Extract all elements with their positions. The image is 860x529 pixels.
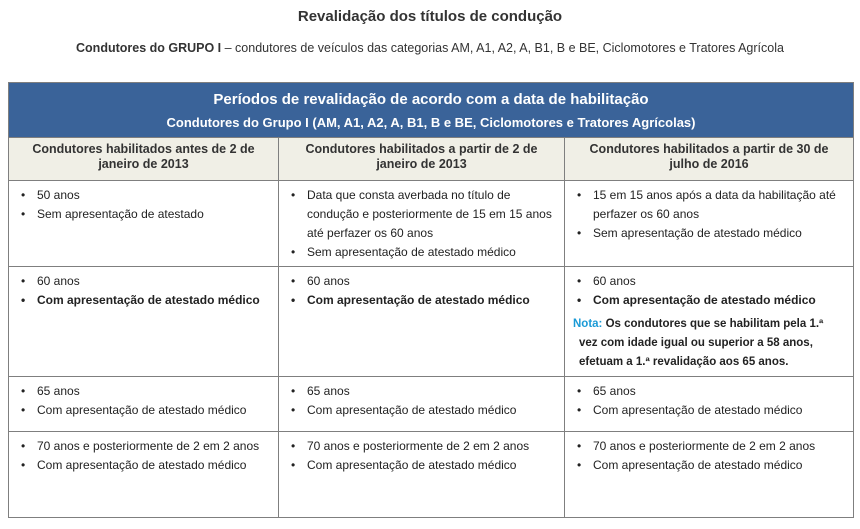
list-item: • Com apresentação de atestado médico bbox=[15, 291, 272, 310]
bullet-icon: • bbox=[21, 293, 26, 307]
bullet-icon: • bbox=[577, 226, 582, 240]
list-item: • 65 anos bbox=[571, 382, 847, 401]
table-header-title: Períodos de revalidação de acordo com a data de habilitação bbox=[213, 91, 649, 108]
list-item: • Sem apresentação de atestado bbox=[15, 205, 272, 224]
revalidation-table bbox=[8, 82, 854, 518]
subtitle-description: – condutores de veículos das categorias AM, A1, A2, A, B1, B e BE, Ciclomotores e Tratores Agrícola bbox=[221, 41, 784, 55]
table-cell bbox=[565, 267, 854, 377]
note-text-line: Os condutores que se habilitam pela 1.ª bbox=[605, 318, 824, 330]
bullet-icon: • bbox=[291, 188, 296, 202]
bullet-icon: • bbox=[291, 384, 296, 398]
note-text-line: vez com idade igual ou superior a 58 anos, bbox=[579, 337, 813, 349]
table-row bbox=[9, 432, 854, 518]
subtitle-group-label: Condutores do GRUPO I bbox=[76, 41, 222, 55]
list-item: • Com apresentação de atestado médico bbox=[571, 456, 847, 475]
bullet-icon: • bbox=[577, 293, 582, 307]
column-header-before-2013: Condutores habilitados antes de 2 de janeiro de 2013 bbox=[9, 138, 279, 181]
bullet-icon: • bbox=[577, 188, 582, 202]
table-cell bbox=[279, 432, 565, 518]
bullet-icon: • bbox=[291, 403, 296, 417]
column-header-from-2013: Condutores habilitados a partir de 2 de janeiro de 2013 bbox=[279, 138, 565, 181]
table-cell bbox=[9, 432, 279, 518]
bullet-icon: • bbox=[21, 384, 26, 398]
list-item: • 60 anos bbox=[571, 272, 847, 291]
list-item: • Com apresentação de atestado médico bbox=[15, 401, 272, 420]
bullet-icon: • bbox=[21, 188, 26, 202]
bullet-icon: • bbox=[291, 274, 296, 288]
bullet-icon: • bbox=[21, 439, 26, 453]
bullet-icon: • bbox=[577, 403, 582, 417]
list-item: • Com apresentação de atestado médico bbox=[285, 401, 558, 420]
list-item: • 15 em 15 anos após a data da habilitação até perfazer os 60 anos bbox=[577, 188, 836, 221]
table-cell bbox=[279, 377, 565, 432]
bullet-icon: • bbox=[21, 458, 26, 472]
list-item: • 60 anos bbox=[285, 272, 558, 291]
table-cell bbox=[279, 267, 565, 377]
bullet-icon: • bbox=[21, 274, 26, 288]
note bbox=[571, 315, 847, 372]
bullet-icon: • bbox=[291, 439, 296, 453]
list-item: • 70 anos e posteriormente de 2 em 2 anos bbox=[285, 437, 558, 456]
bullet-icon: • bbox=[291, 458, 296, 472]
table-row bbox=[9, 181, 854, 267]
column-header-from-2016: Condutores habilitados a partir de 30 de julho de 2016 bbox=[565, 138, 854, 181]
table-cell bbox=[279, 181, 565, 267]
list-item: • 50 anos bbox=[15, 186, 272, 205]
list-item: • Com apresentação de atestado médico bbox=[571, 291, 847, 310]
table-cell bbox=[565, 432, 854, 518]
list-item: • Sem apresentação de atestado médico bbox=[571, 224, 847, 243]
list-item: • Com apresentação de atestado médico bbox=[285, 291, 558, 310]
table-row bbox=[9, 377, 854, 432]
page-title: Revalidação dos títulos de condução bbox=[297, 8, 563, 25]
list-item: • 70 anos e posteriormente de 2 em 2 anos bbox=[571, 437, 847, 456]
bullet-icon: • bbox=[577, 274, 582, 288]
list-item: • 65 anos bbox=[285, 382, 558, 401]
table-header-subtitle: Condutores do Grupo I (AM, A1, A2, A, B1, B e BE, Ciclomotores e Tratores Agrícolas) bbox=[166, 115, 696, 130]
note-label: Nota: bbox=[573, 318, 603, 330]
list-item: • 60 anos bbox=[15, 272, 272, 291]
list-item: • Com apresentação de atestado médico bbox=[15, 456, 272, 475]
list-item: • Com apresentação de atestado médico bbox=[571, 401, 847, 420]
bullet-icon: • bbox=[291, 245, 296, 259]
list-item: • 70 anos e posteriormente de 2 em 2 anos bbox=[15, 437, 272, 456]
page-subtitle bbox=[0, 41, 860, 55]
list-item: • Sem apresentação de atestado médico bbox=[285, 243, 558, 262]
table-cell bbox=[9, 181, 279, 267]
table-cell bbox=[9, 377, 279, 432]
table-cell bbox=[565, 377, 854, 432]
table-row bbox=[9, 267, 854, 377]
list-item: • Data que consta averbada no título de condução e posteriormente de 15 em 15 anos até perfazer os 60 anos bbox=[291, 188, 552, 240]
list-item: • Com apresentação de atestado médico bbox=[285, 456, 558, 475]
bullet-icon: • bbox=[21, 403, 26, 417]
table-cell bbox=[565, 181, 854, 267]
list-item: • 65 anos bbox=[15, 382, 272, 401]
bullet-icon: • bbox=[577, 384, 582, 398]
bullet-icon: • bbox=[291, 293, 296, 307]
bullet-icon: • bbox=[21, 207, 26, 221]
bullet-icon: • bbox=[577, 439, 582, 453]
table-header bbox=[9, 83, 854, 138]
bullet-icon: • bbox=[577, 458, 582, 472]
table-cell bbox=[9, 267, 279, 377]
note-text-line: efetuam a 1.ª revalidação aos 65 anos. bbox=[579, 356, 789, 368]
